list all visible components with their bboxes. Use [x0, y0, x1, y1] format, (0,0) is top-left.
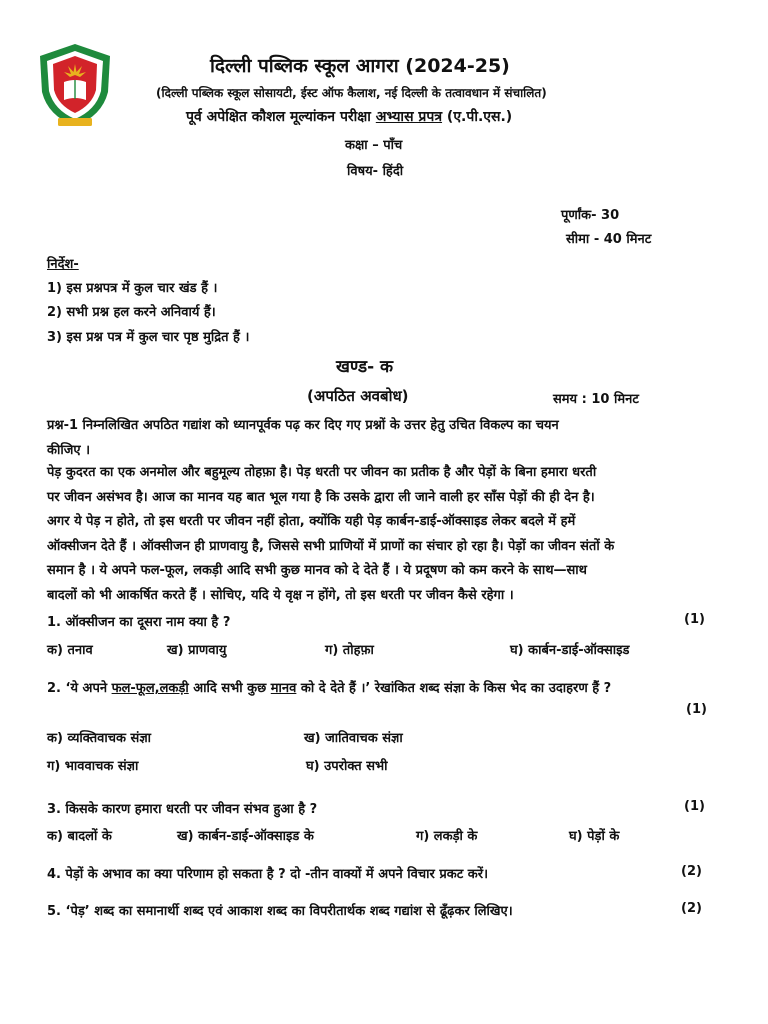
instructions-heading: निर्देश-: [47, 257, 79, 272]
q1-option-c: ग) तोहफ़ा: [325, 643, 374, 658]
q2-option-b: ख) जातिवाचक संज्ञा: [304, 731, 403, 746]
instruction-item: 1) इस प्रश्नपत्र में कुल चार खंड हैं ।: [47, 281, 218, 296]
subject-label: विषय- हिंदी: [347, 164, 404, 179]
question-5: 5. ‘पेड़’ शब्द का समानार्थी शब्द एवं आकाश शब्द का विपरीतार्थक शब्द गद्यांश से ढूँढ़कर लिखिए।: [47, 904, 513, 919]
question-3: 3. किसके कारण हमारा धरती पर जीवन संभव हुआ है ?: [47, 802, 318, 817]
q3-option-c: ग) लकड़ी के: [416, 829, 478, 844]
passage-line: ऑक्सीजन देते हैं । ऑक्सीजन ही प्राणवायु है, जिससे सभी प्राणियों में प्राणों का संचार हो रहा है। पेड़ों का जीवन संतों के: [47, 538, 615, 554]
section-subtitle: (अपठित अवबोध): [307, 387, 409, 405]
exam-suffix: (ए.पी.एस.): [442, 109, 513, 125]
question-2-underlined: फल-फूल,लकड़ी: [111, 681, 189, 696]
passage-line: पेड़ कुदरत का एक अनमोल और बहुमूल्य तोहफ़ा है। पेड़ धरती पर जीवन का प्रतीक है और पेड़ों के बिना हमारा धरती: [47, 465, 597, 480]
passage-line: बादलों को भी आकर्षित करते हैं । सोचिए, यदि ये वृक्ष न होंगे, तो इस धरती पर जीवन कैसे रहेगा ।: [47, 587, 514, 603]
question-3-marks: (1): [684, 799, 705, 814]
time-limit: सीमा - 40 मिनट: [566, 232, 652, 247]
passage-line: पर जीवन असंभव है। आज का मानव यह बात भूल गया है कि उसके द्वारा ली जाने वाली हर साँस पेड़ों की ही देन है।: [47, 489, 595, 505]
exam-underlined: अभ्यास प्रपत्र: [375, 109, 443, 125]
question-2-part: को दे देते हैं ।’ रेखांकित शब्द संज्ञा के किस भेद का उदाहरण हैं ?: [296, 681, 612, 696]
question-2-part: 2. ‘ये अपने: [47, 681, 112, 696]
passage-line: समान है । ये अपने फल-फूल, लकड़ी आदि सभी कुछ मानव को दे देते हैं । ये प्रदूषण को कम करने के साथ—साथ: [47, 563, 587, 578]
q2-option-c: ग) भाववाचक संज्ञा: [47, 759, 139, 774]
question-5-marks: (2): [681, 901, 702, 916]
q2-option-a: क) व्यक्तिवाचक संज्ञा: [47, 731, 152, 746]
q3-option-a: क) बादलों के: [47, 829, 112, 844]
passage: [47, 461, 727, 608]
question-4-marks: (2): [681, 864, 702, 879]
q1-option-d: घ) कार्बन-डाई-ऑक्साइड: [510, 643, 630, 658]
exam-prefix: पूर्व अपेक्षित कौशल मूल्यांकन परीक्षा: [186, 109, 376, 125]
question-2-part: आदि सभी कुछ: [188, 681, 271, 696]
q1-option-a: क) तनाव: [47, 643, 93, 658]
total-marks: पूर्णांक- 30: [561, 208, 620, 223]
question-2-underlined: मानव: [270, 681, 297, 696]
question-intro-line: प्रश्न-1 निम्नलिखित अपठित गद्यांश को ध्यानपूर्वक पढ़ कर दिए गए प्रश्नों के उत्तर हेतु उचित विकल्प का चयन: [47, 418, 559, 433]
page-title: दिल्ली पब्लिक स्कूल आगरा (2024-25): [210, 55, 510, 77]
question-1: 1. ऑक्सीजन का दूसरा नाम क्या है ?: [47, 615, 231, 630]
question-4: 4. पेड़ों के अभाव का क्या परिणाम हो सकता है ? दो -तीन वाक्यों में अपने विचार प्रकट करें।: [47, 867, 489, 882]
passage-line: अगर ये पेड़ न होते, तो इस धरती पर जीवन नहीं होता, क्योंकि यही पेड़ कार्बन-डाई-ऑक्साइड लेकर बदले में हमें: [47, 514, 576, 529]
q1-option-b: ख) प्राणवायु: [167, 643, 227, 658]
section-time: समय : 10 मिनट: [553, 392, 639, 407]
instruction-item: 2) सभी प्रश्न हल करने अनिवार्य हैं।: [47, 305, 216, 320]
question-2-marks: (1): [686, 702, 707, 717]
page-subtitle: (दिल्ली पब्लिक स्कूल सोसायटी, ईस्ट ऑफ कैलाश, नई दिल्ली के तत्वावधान में संचालित): [156, 86, 547, 100]
section-title: खण्ड- क: [336, 357, 394, 377]
question-1-marks: (1): [684, 612, 705, 627]
school-logo-crest-icon: [36, 42, 114, 128]
exam-name: [186, 107, 512, 126]
q3-option-d: घ) पेड़ों के: [569, 829, 620, 844]
class-label: कक्षा – पाँच: [345, 138, 403, 153]
question-intro: [47, 414, 727, 463]
q3-option-b: ख) कार्बन-डाई-ऑक्साइड के: [177, 829, 314, 844]
question-2: [47, 678, 611, 696]
question-intro-line: कीजिए ।: [47, 442, 91, 458]
instruction-item: 3) इस प्रश्न पत्र में कुल चार पृष्ठ मुद्रित हैं ।: [47, 330, 250, 345]
q2-option-d: घ) उपरोक्त सभी: [306, 759, 388, 774]
